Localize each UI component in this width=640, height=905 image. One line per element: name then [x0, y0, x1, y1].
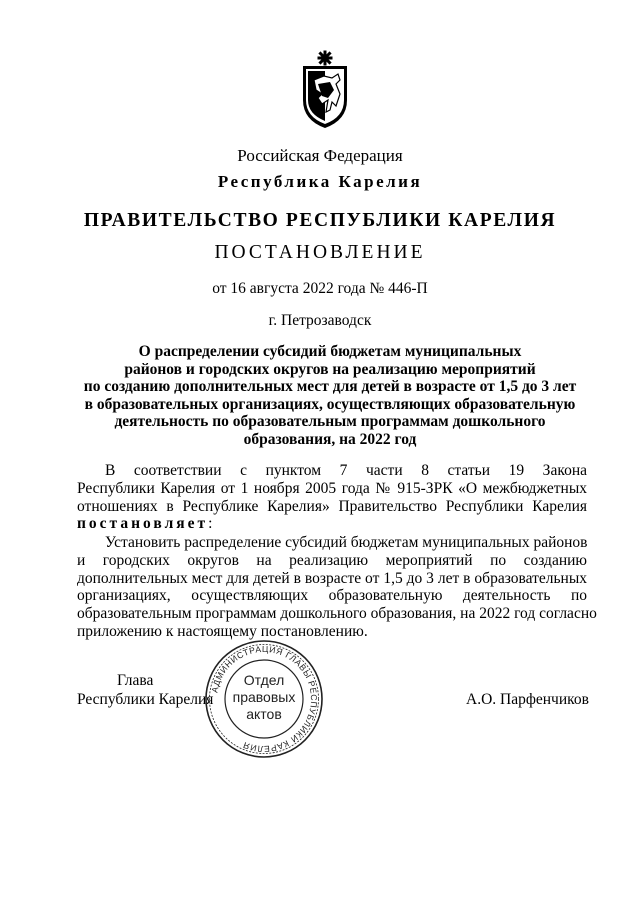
title-line: районов и городских округов на реализацию мероприятий	[124, 360, 536, 378]
signatory-title-line1: Глава	[117, 672, 154, 689]
document-type: ПОСТАНОВЛЕНИЕ	[214, 242, 426, 263]
resolves-colon: :	[208, 515, 213, 533]
paragraph-line: отношениях в Республике Карелия» Правительство Республики Карелия	[77, 497, 587, 515]
resolution-paragraph	[77, 534, 597, 641]
title-line: деятельность по образовательным программам дошкольного	[114, 413, 546, 431]
stamp-line2: правовых	[232, 689, 296, 705]
paragraph-line	[77, 515, 587, 533]
legal-department-stamp	[203, 638, 325, 760]
paragraph-line: и городских округов на реализацию мероприятий по созданию	[77, 551, 587, 569]
decree-title	[70, 343, 590, 449]
date-and-number: от 16 августа 2022 года № 446-П	[212, 280, 428, 297]
title-line: образования, на 2022 год	[243, 430, 417, 448]
karelia-coat-of-arms-icon	[298, 50, 352, 130]
paragraph-line: приложению к настоящему постановлению.	[77, 622, 368, 640]
stamp-ring-text: АДМИНИСТРАЦИЯ ГЛАВЫ РЕСПУБЛИКИ КАРЕЛИЯ	[209, 643, 320, 755]
government-heading: ПРАВИТЕЛЬСТВО РЕСПУБЛИКИ КАРЕЛИЯ	[83, 210, 557, 231]
paragraph-line: организациях, осуществляющих образовательную деятельность по	[77, 587, 587, 605]
paragraph-line: В соответствии с пунктом 7 части 8 статьи 19 Закона	[105, 462, 587, 479]
title-line: О распределении субсидий бюджетам муниципальных	[138, 343, 522, 360]
signatory-title-line2: Республики Карелия	[77, 691, 214, 708]
country-name: Российская Федерация	[237, 146, 403, 165]
preamble-paragraph	[77, 462, 587, 533]
title-line: в образовательных организациях, осуществляющих образовательную	[84, 395, 576, 413]
title-line: по созданию дополнительных мест для детей в возрасте от 1,5 до 3 лет	[83, 378, 577, 396]
republic-name: Республика Карелия	[217, 172, 423, 191]
stamp-line3: актов	[246, 706, 282, 722]
signatory-name: А.О. Парфенчиков	[466, 691, 589, 708]
paragraph-line: образовательным программам дошкольного образования, на 2022 год согласно	[77, 605, 597, 623]
paragraph-line: Установить распределение субсидий бюджетам муниципальных районов	[105, 534, 588, 551]
paragraph-line: Республики Карелия от 1 ноября 2005 года № 915-ЗРК «О межбюджетных	[77, 479, 587, 497]
paragraph-line: дополнительных мест для детей в возрасте от 1,5 до 3 лет в образовательных	[77, 569, 587, 587]
resolves-word: постановляет	[77, 515, 209, 533]
city: г. Петрозаводск	[268, 312, 372, 329]
stamp-line1: Отдел	[243, 672, 285, 688]
